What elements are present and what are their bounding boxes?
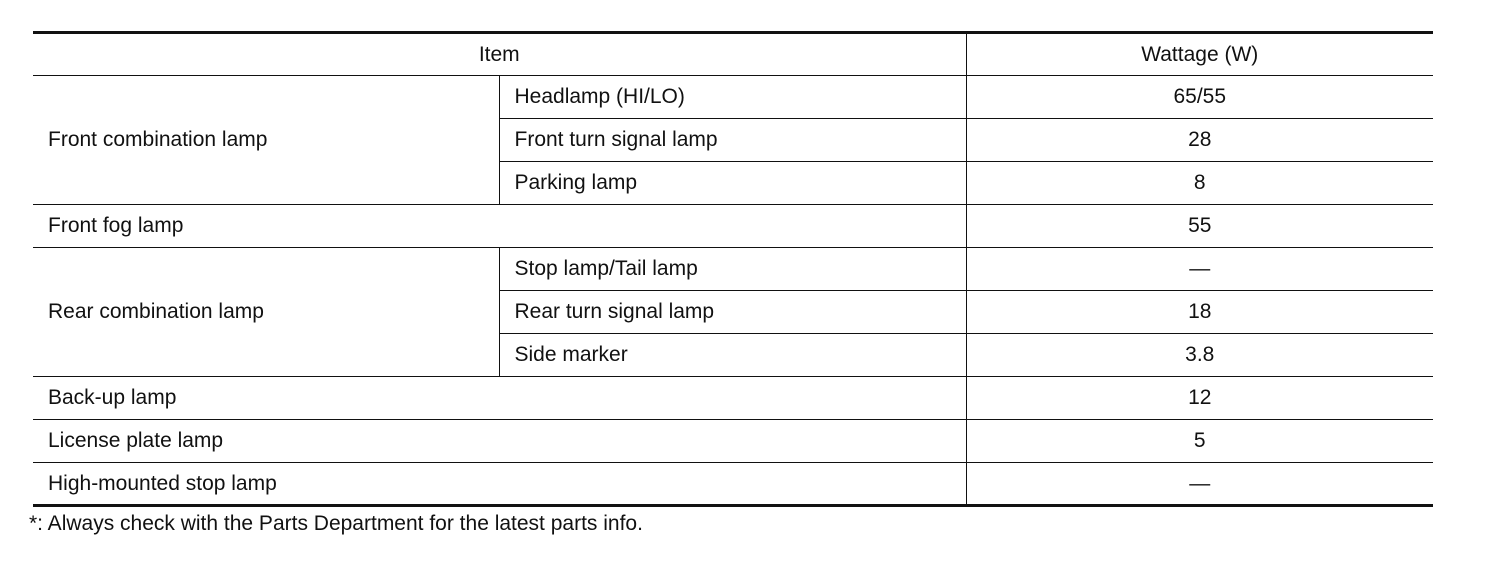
- wattage-cell: 65/55: [966, 76, 1433, 119]
- table-row: [33, 248, 1433, 291]
- item-cell: Front fog lamp: [33, 205, 966, 248]
- wattage-cell: 12: [966, 377, 1433, 420]
- wattage-cell: 55: [966, 205, 1433, 248]
- item-cell: License plate lamp: [33, 420, 966, 463]
- item-cell: Back-up lamp: [33, 377, 966, 420]
- item-cell: Stop lamp/Tail lamp: [499, 248, 966, 291]
- item-cell: Side marker: [499, 334, 966, 377]
- footnote: *: Always check with the Parts Department for the latest parts info.: [29, 512, 643, 535]
- table-row: [33, 420, 1433, 463]
- group-front-combination-lamp: Front combination lamp: [33, 76, 499, 205]
- table-header-row: [33, 33, 1433, 76]
- wattage-cell: 8: [966, 162, 1433, 205]
- item-cell: Rear turn signal lamp: [499, 291, 966, 334]
- header-wattage: Wattage (W): [966, 33, 1433, 76]
- item-cell: Headlamp (HI/LO): [499, 76, 966, 119]
- table-row: [33, 205, 1433, 248]
- table-row: [33, 463, 1433, 506]
- table-row: [33, 377, 1433, 420]
- wattage-cell: 3.8: [966, 334, 1433, 377]
- table-row: [33, 76, 1433, 119]
- group-rear-combination-lamp: Rear combination lamp: [33, 248, 499, 377]
- item-cell: High-mounted stop lamp: [33, 463, 966, 506]
- item-cell: Front turn signal lamp: [499, 119, 966, 162]
- wattage-cell: —: [966, 463, 1433, 506]
- wattage-cell: 18: [966, 291, 1433, 334]
- bulb-wattage-table: [33, 31, 1433, 507]
- header-item: Item: [33, 33, 966, 76]
- wattage-cell: 28: [966, 119, 1433, 162]
- wattage-cell: 5: [966, 420, 1433, 463]
- wattage-cell: —: [966, 248, 1433, 291]
- item-cell: Parking lamp: [499, 162, 966, 205]
